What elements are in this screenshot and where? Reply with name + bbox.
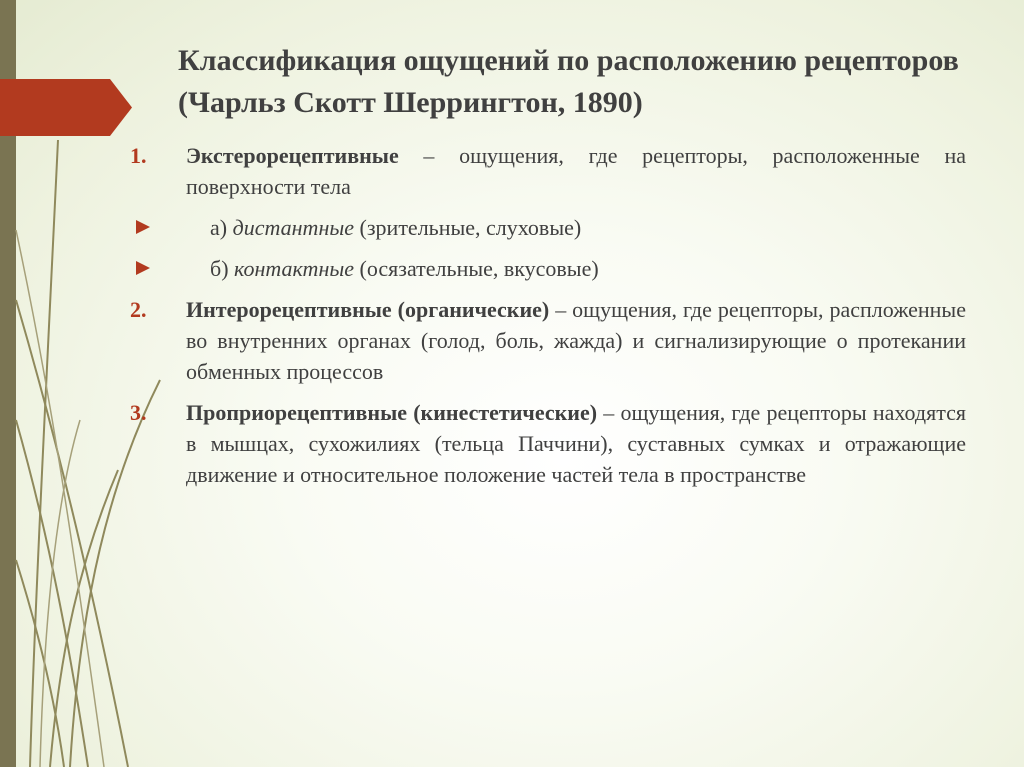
term: Экстерорецептивные — [186, 143, 399, 168]
content-list — [130, 140, 966, 500]
list-number: 3. — [130, 400, 147, 425]
arrow-bullet-icon — [136, 261, 150, 275]
list-subitem-b — [130, 253, 966, 284]
title-accent-tab — [0, 79, 132, 136]
list-subitem-a — [130, 212, 966, 243]
list-item-1 — [130, 140, 966, 202]
description: – ощущения, где рецепторы, распложенные во внутренних органах (голод, боль, жажда) и сигнализирующие о протекании обменных процессов — [186, 297, 966, 384]
list-item-2 — [130, 294, 966, 387]
list-number: 1. — [130, 143, 147, 168]
term: Проприорецептивные (кинестетические) — [186, 400, 598, 425]
description: – ощущения, где рецепторы находятся в мышцах, сухожилиях (тельца Паччини), суставных сумках и отражающие движение и относительное положение частей тела в пространстве — [186, 400, 967, 487]
term: контактные — [234, 256, 355, 281]
slide-title: Классификация ощущений по расположению рецепторов (Чарльз Скотт Шеррингтон, 1890) — [178, 44, 959, 119]
arrow-bullet-icon — [136, 220, 150, 234]
description: – ощущения, где рецепторы, расположенные на поверхности тела — [186, 143, 966, 199]
subitem-prefix: б) — [210, 256, 235, 281]
list-item-3 — [130, 397, 966, 490]
description: (осязательные, вкусовые) — [354, 256, 599, 281]
list-number: 2. — [130, 297, 147, 322]
subitem-prefix: а) — [210, 215, 233, 240]
term: Интерорецептивные (органические) — [186, 297, 550, 322]
description: (зрительные, слуховые) — [354, 215, 582, 240]
term: дистантные — [232, 215, 355, 240]
